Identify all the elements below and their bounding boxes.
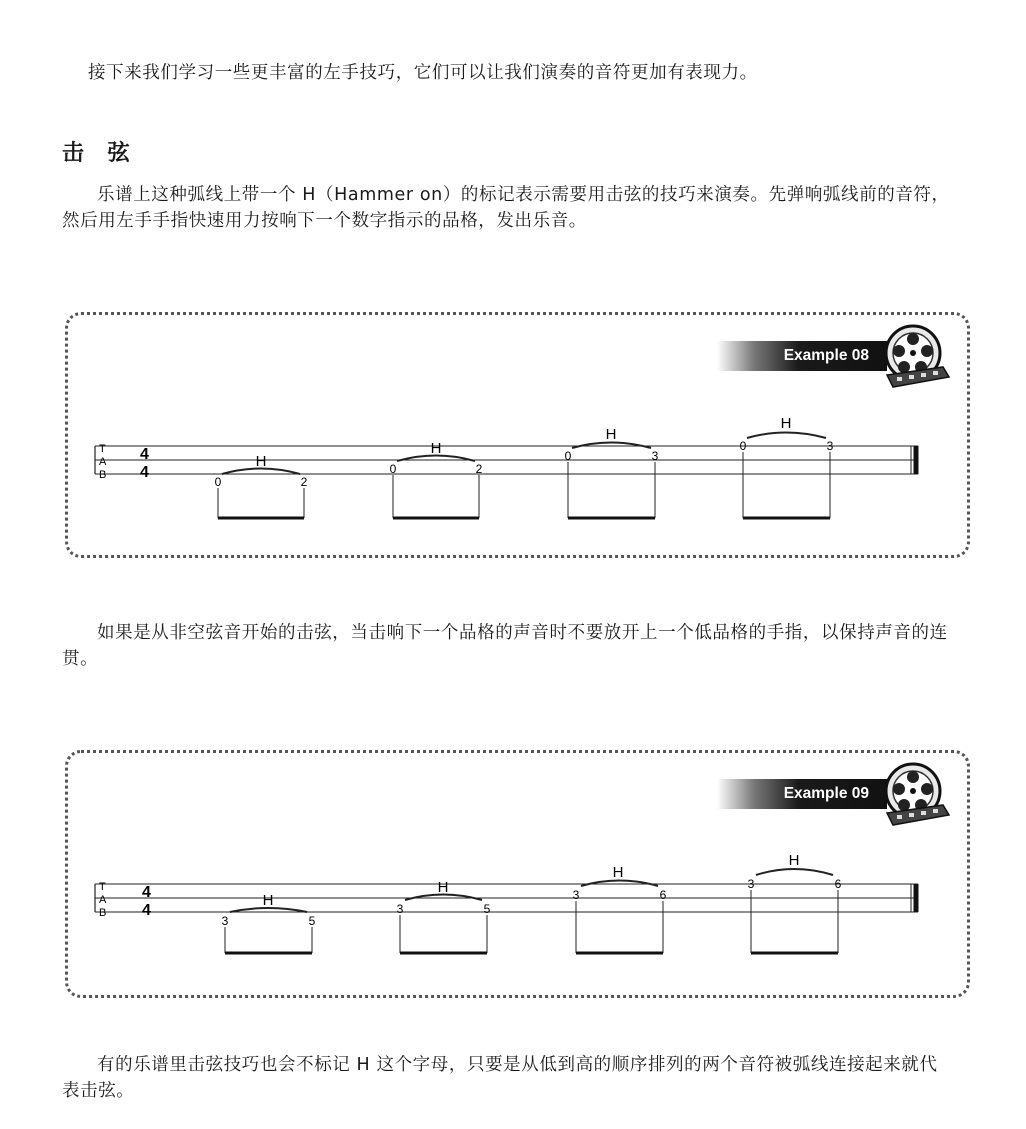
tab-clef-T: T xyxy=(99,443,106,455)
tab-staff-08 xyxy=(68,315,973,561)
tab-clef-B: B xyxy=(99,907,107,919)
intro-paragraph: 接下来我们学习一些更丰富的左手技巧，它们可以让我们演奏的音符更加有表现力。 xyxy=(88,63,758,83)
example-08-box xyxy=(65,312,970,558)
tab-note: 3 xyxy=(396,902,404,916)
example-09-label: Example 09 xyxy=(717,779,887,809)
hammer-on-mark: H xyxy=(430,440,442,457)
tab-note: 3 xyxy=(826,439,834,453)
tab-clef-A: A xyxy=(99,456,107,468)
tab-note: 0 xyxy=(564,449,572,463)
time-signature-bottom: 4 xyxy=(142,902,151,919)
hammer-on-mark: H xyxy=(605,426,617,443)
tab-note: 5 xyxy=(483,902,491,916)
hammer-on-mark: H xyxy=(780,415,792,432)
example-08-label: Example 08 xyxy=(717,341,887,371)
tab-note: 0 xyxy=(739,439,747,453)
tab-note: 6 xyxy=(659,888,667,902)
tab-note: 0 xyxy=(389,462,397,476)
tab-note: 3 xyxy=(747,877,755,891)
tab-note: 6 xyxy=(834,877,842,891)
time-signature-top: 4 xyxy=(140,446,149,463)
closing-paragraph: 有的乐谱里击弦技巧也会不标记 H 这个字母，只要是从低到高的顺序排列的两个音符被弧线连接起来就代表击弦。 xyxy=(62,1055,938,1101)
time-signature-top: 4 xyxy=(142,884,151,901)
tab-note: 3 xyxy=(221,914,229,928)
tab-staff-09 xyxy=(68,753,973,1001)
tab-clef-B: B xyxy=(99,469,107,481)
tab-clef-A: A xyxy=(99,894,107,906)
time-signature-bottom: 4 xyxy=(140,464,149,481)
tab-clef-T: T xyxy=(99,881,106,893)
hammer-on-mark: H xyxy=(437,879,449,896)
description-paragraph: 乐谱上这种弧线上带一个 H（Hammer on）的标记表示需要用击弦的技巧来演奏。先弹响弧线前的音符，然后用左手手指快速用力按响下一个数字指示的品格，发出乐音。 xyxy=(62,185,950,231)
tab-note: 3 xyxy=(651,449,659,463)
tab-note: 5 xyxy=(308,914,316,928)
hammer-on-mark: H xyxy=(262,892,274,909)
tab-note: 0 xyxy=(214,475,222,489)
middle-paragraph: 如果是从非空弦音开始的击弦，当击响下一个品格的声音时不要放开上一个低品格的手指，以保持声音的连贯。 xyxy=(62,623,948,669)
section-heading: 击 弦 xyxy=(62,141,138,166)
tab-note: 2 xyxy=(300,475,308,489)
hammer-on-mark: H xyxy=(255,453,267,470)
tab-note: 3 xyxy=(572,888,580,902)
hammer-on-mark: H xyxy=(612,864,624,881)
hammer-on-mark: H xyxy=(788,852,800,869)
tab-note: 2 xyxy=(475,462,483,476)
example-09-box xyxy=(65,750,970,998)
